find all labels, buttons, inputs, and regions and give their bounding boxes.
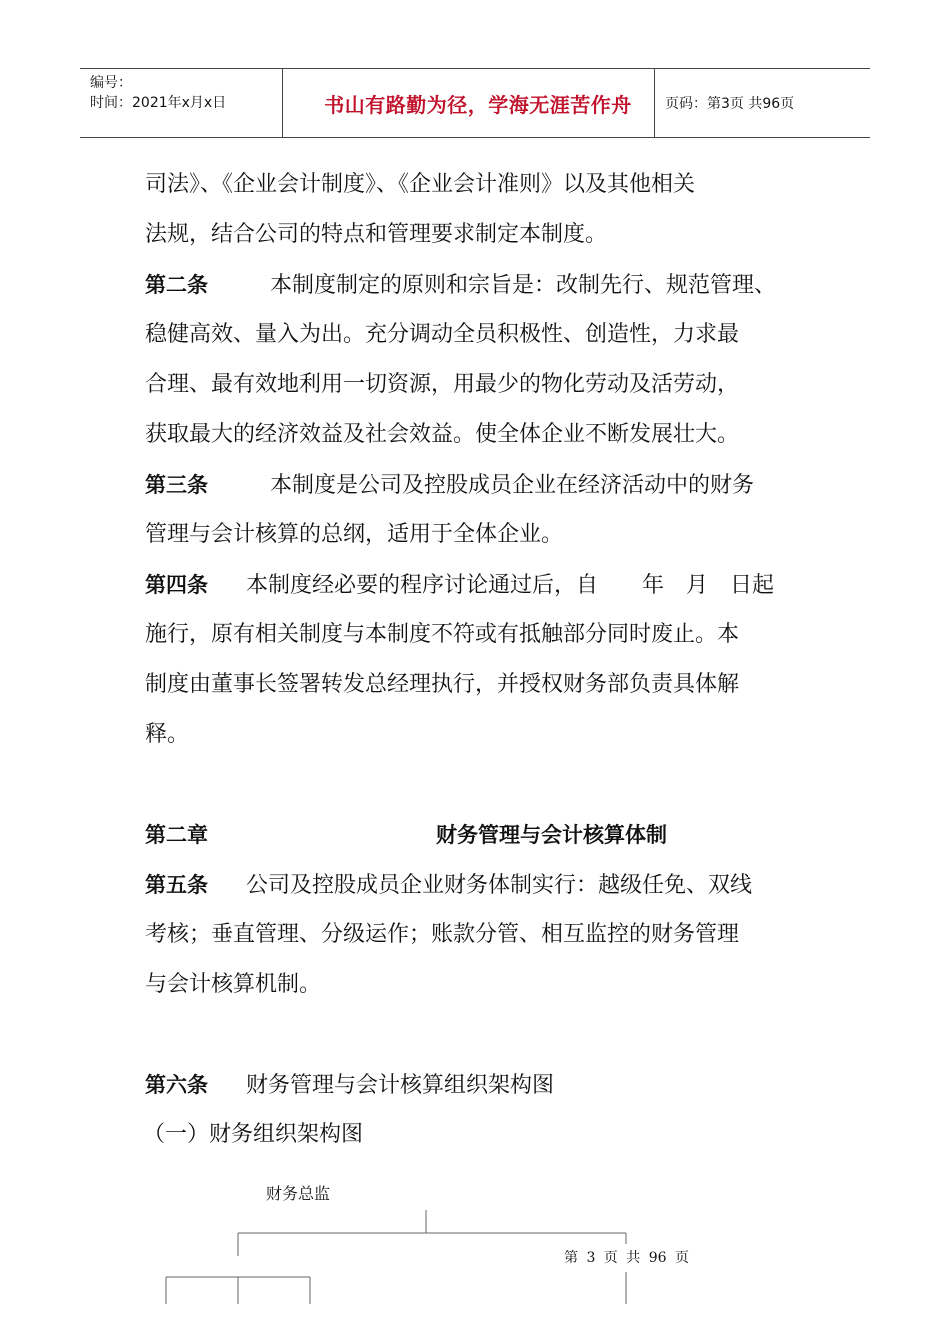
article-2-text: 本制度制定的原则和宗旨是：改制先行、规范管理、 [270,273,777,298]
body-line: 与会计核算机制。 [145,972,322,997]
page-footer: 第 3 页 共 96 页 [564,1250,689,1266]
article-5-text: 公司及控股成员企业财务体制实行：越级任免、双线 [246,873,753,898]
body-line: 制度由董事长签署转发总经理执行，并授权财务部负责具体解 [145,672,740,697]
article-4-text: 本制度经必要的程序讨论通过后，自 年 月 日起 [246,573,775,598]
article-5 [145,860,835,910]
header-divider-right [654,69,655,137]
page-header [80,68,870,138]
body-line: 管理与会计核算的总纲，适用于全体企业。 [145,522,564,547]
body-line: 司法》、《企业会计制度》、《企业会计准则》以及其他相关 [145,172,696,197]
article-3-label: 第三条 [145,473,208,497]
chapter-title: 财务管理与会计核算体制 [436,823,667,847]
blank-line [145,760,835,810]
body-line: 法规，结合公司的特点和管理要求制定本制度。 [145,222,608,247]
article-2-label: 第二条 [145,273,208,297]
subsection-title: （一）财务组织架构图 [143,1122,364,1147]
article-5-label: 第五条 [145,873,208,897]
body-line: 获取最大的经济效益及社会效益。使全体企业不断发展壮大。 [145,422,740,447]
header-divider-left [282,69,283,137]
header-meta [90,73,226,113]
body-line: 稳健高效、量入为出。充分调动全员积极性、创造性，力求最 [145,322,740,347]
article-3 [145,460,835,510]
document-body [145,160,835,1160]
article-3-text: 本制度是公司及控股成员企业在经济活动中的财务 [270,473,755,498]
article-6 [145,1060,835,1110]
body-line: 施行，原有相关制度与本制度不符或有抵触部分同时废止。本 [145,622,740,647]
blank-line [145,1010,835,1060]
article-4-label: 第四条 [145,573,208,597]
article-6-label: 第六条 [145,1073,208,1097]
body-line: 考核；垂直管理、分级运作；账款分管、相互监控的财务管理 [145,922,740,947]
article-6-text: 财务管理与会计核算组织架构图 [246,1073,555,1098]
article-4 [145,560,835,610]
header-motto: 书山有路勤为径，学海无涯苦作舟 [324,92,632,117]
chapter-heading [145,810,835,860]
body-line: 合理、最有效地利用一切资源，用最少的物化劳动及活劳动， [145,372,740,397]
body-line: 释。 [145,722,190,747]
chapter-label: 第二章 [145,823,208,847]
document-time-label: 时间：2021年x月x日 [90,95,227,111]
article-2 [145,260,835,310]
header-page-info: 页码：第3页 共96页 [665,96,795,112]
org-chart-top-box: 财务总监 [266,1184,331,1203]
document-number-label: 编号： [90,75,132,91]
